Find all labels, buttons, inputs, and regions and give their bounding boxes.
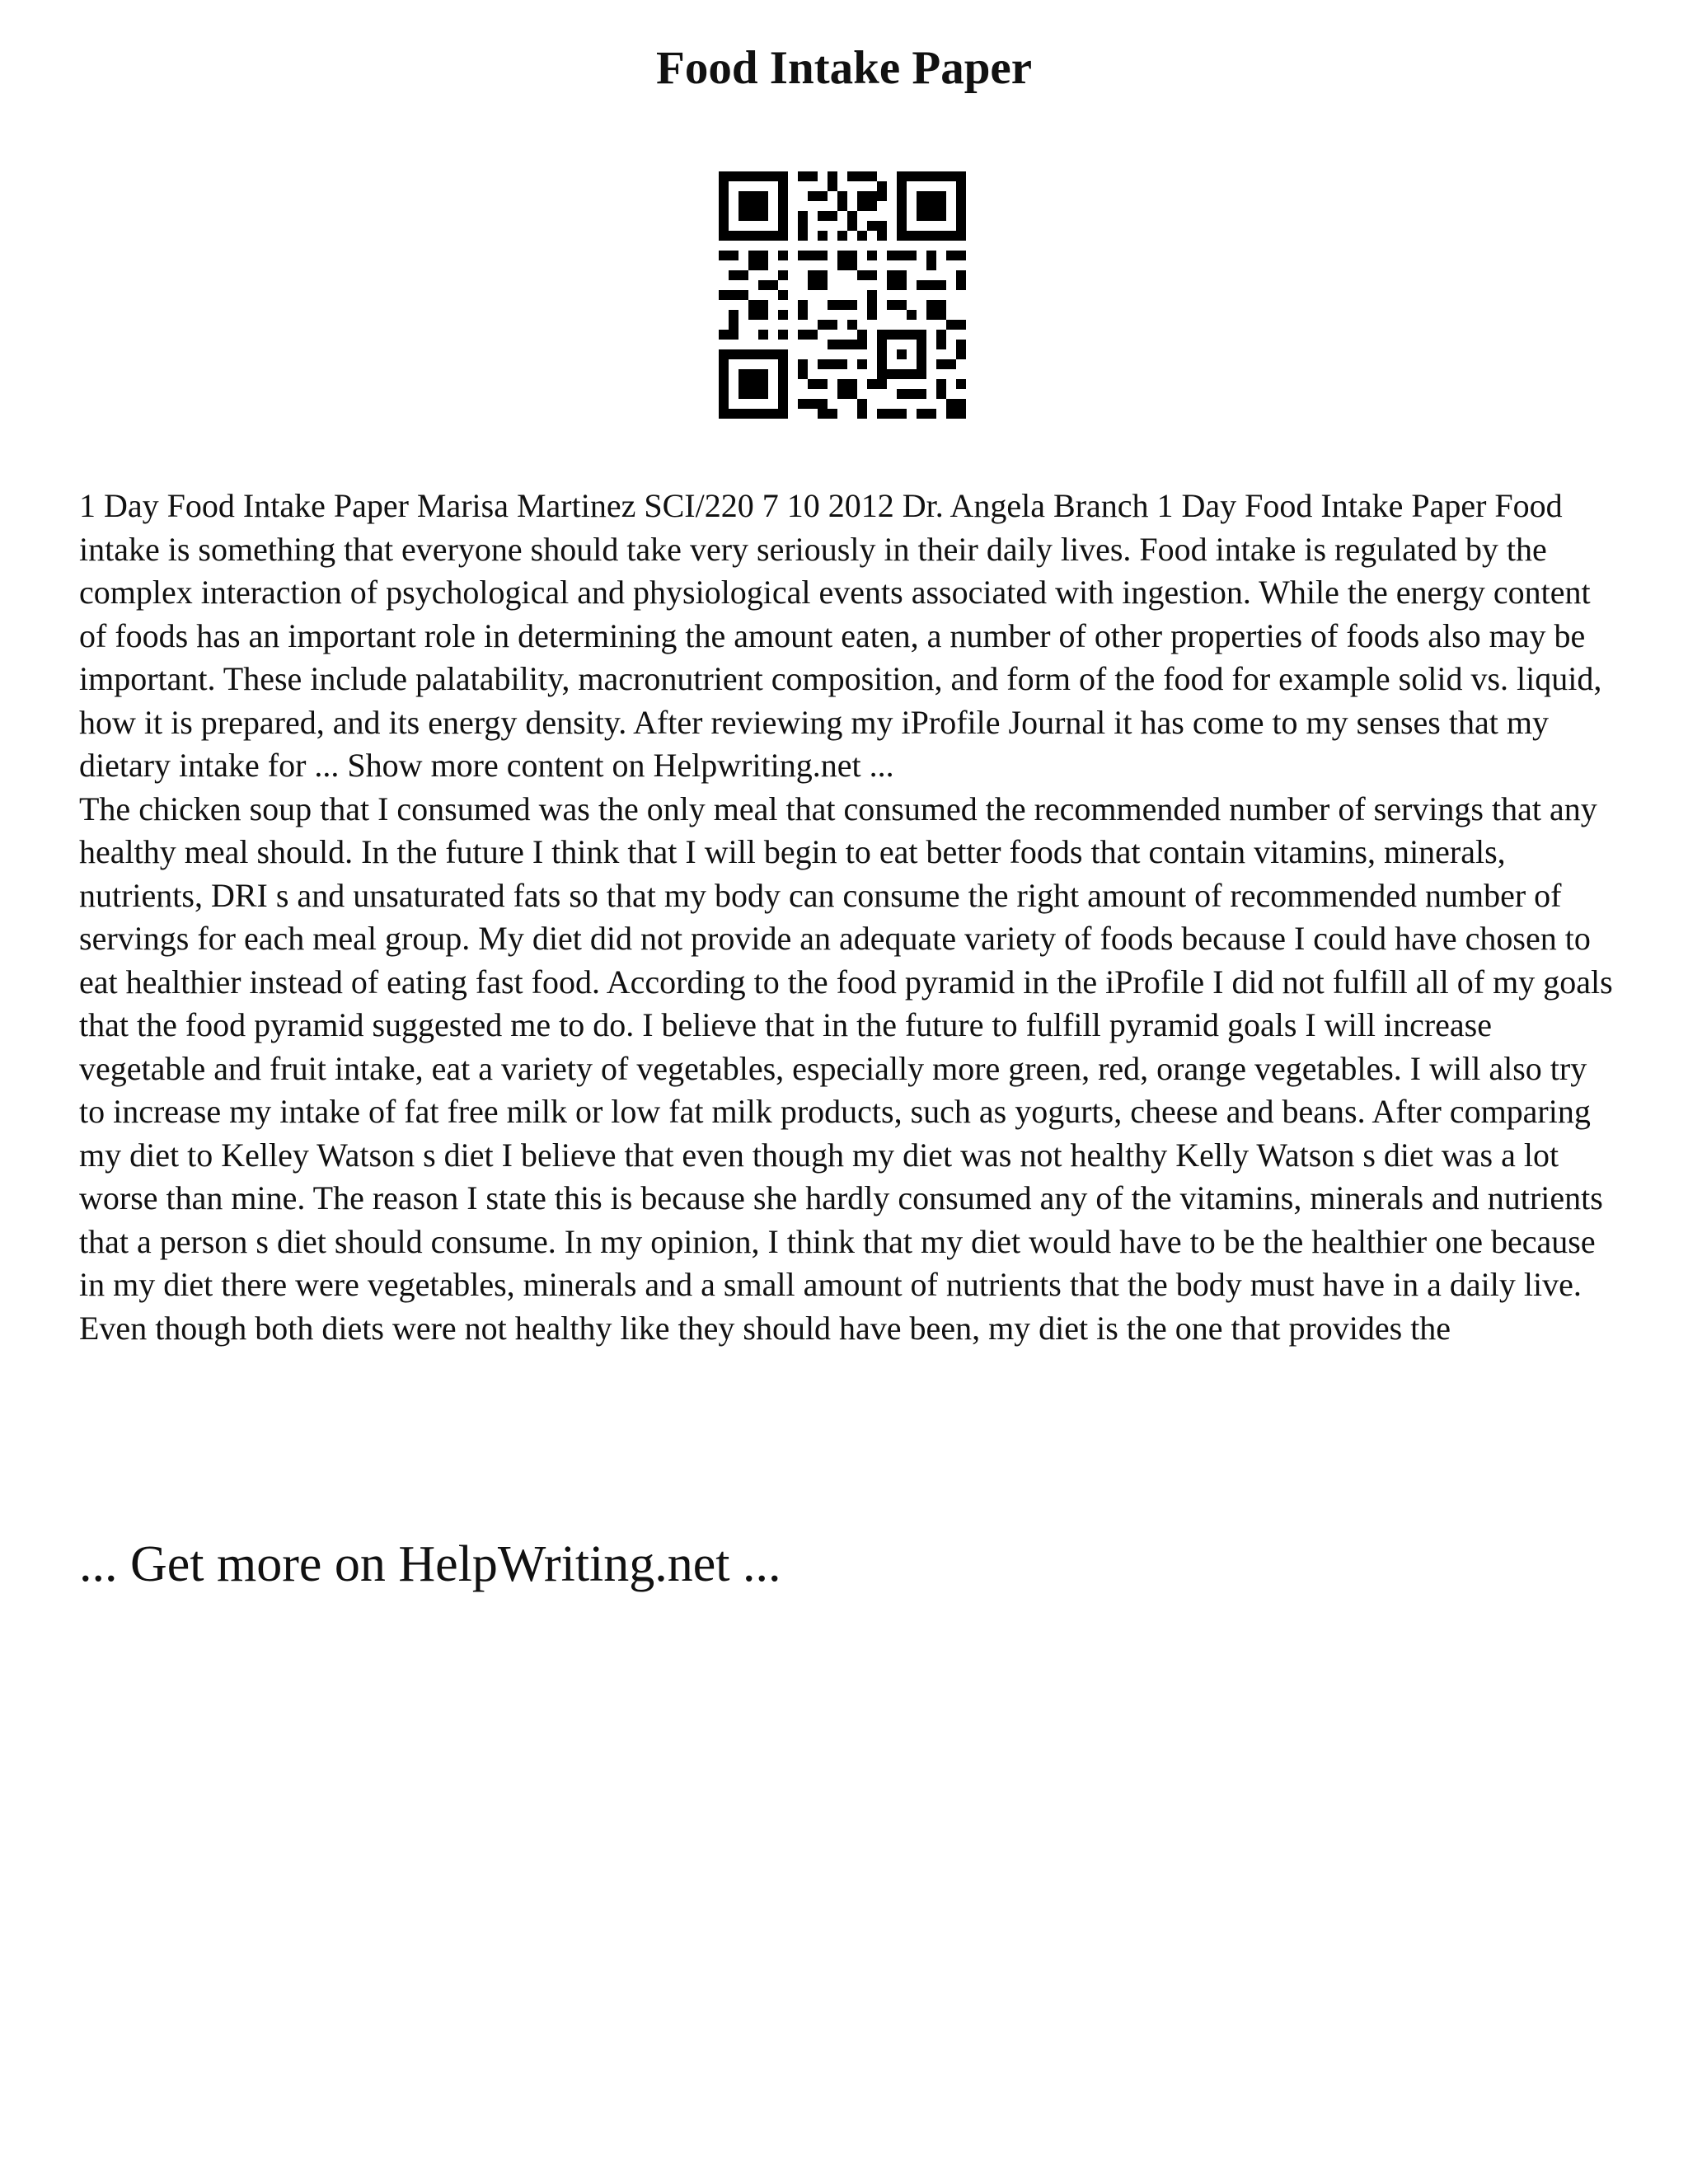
qr-code-icon [719, 171, 966, 419]
paragraph-intro: 1 Day Food Intake Paper Marisa Martinez SCI/220 7 10 2012 Dr. Angela Branch 1 Day Food Intake Paper Food intake is something that everyone should take very seriously in their daily lives. Food intake is regulated by the complex interaction of psychological and physiological events associated with ingestion. While the energy content of foods has an important role in determining the amount eaten, a number of other properties of foods also may be important. These include palatability, macronutrient composition, and form of the food for example solid vs. liquid, how it is prepared, and its energy density. After reviewing my iProfile Journal it has come to my senses that my dietary intake for ... Show more content on Helpwriting.net ... [79, 487, 1602, 784]
paragraph-main: The chicken soup that I consumed was the only meal that consumed the recommended number of servings that any healthy meal should. In the future I think that I will begin to eat better foods that contain vitamins, minerals, nutrients, DRI s and unsaturated fats so that my body can consume the right amount of recommended number of servings for each meal group. My diet did not provide an adequate variety of foods because I could have chosen to eat healthier instead of eating fast food. According to the food pyramid in the iProfile I did not fulfill all of my goals that the food pyramid suggested me to do. I believe that in the future to fulfill pyramid goals I will increase vegetable and fruit intake, eat a variety of vegetables, especially more green, red, orange vegetables. I will also try to increase my intake of fat free milk or low fat milk products, such as yogurts, cheese and beans. After comparing my diet to Kelley Watson s diet I believe that even though my diet was not healthy Kelly Watson s diet was a lot worse than mine. The reason I state this is because she hardly consumed any of the vitamins, minerals and nutrients that a person s diet should consume. In my opinion, I think that my diet would have to be the healthier one because in my diet there were vegetables, minerals and a small amount of nutrients that the body must have in a daily live. Even though both diets were not healthy like they should have been, my diet is the one that provides the [79, 790, 1613, 1347]
get-more-link[interactable]: ... Get more on HelpWriting.net ... [79, 1536, 781, 1592]
page-title: Food Intake Paper [656, 42, 1032, 94]
document-body [79, 485, 1620, 1350]
